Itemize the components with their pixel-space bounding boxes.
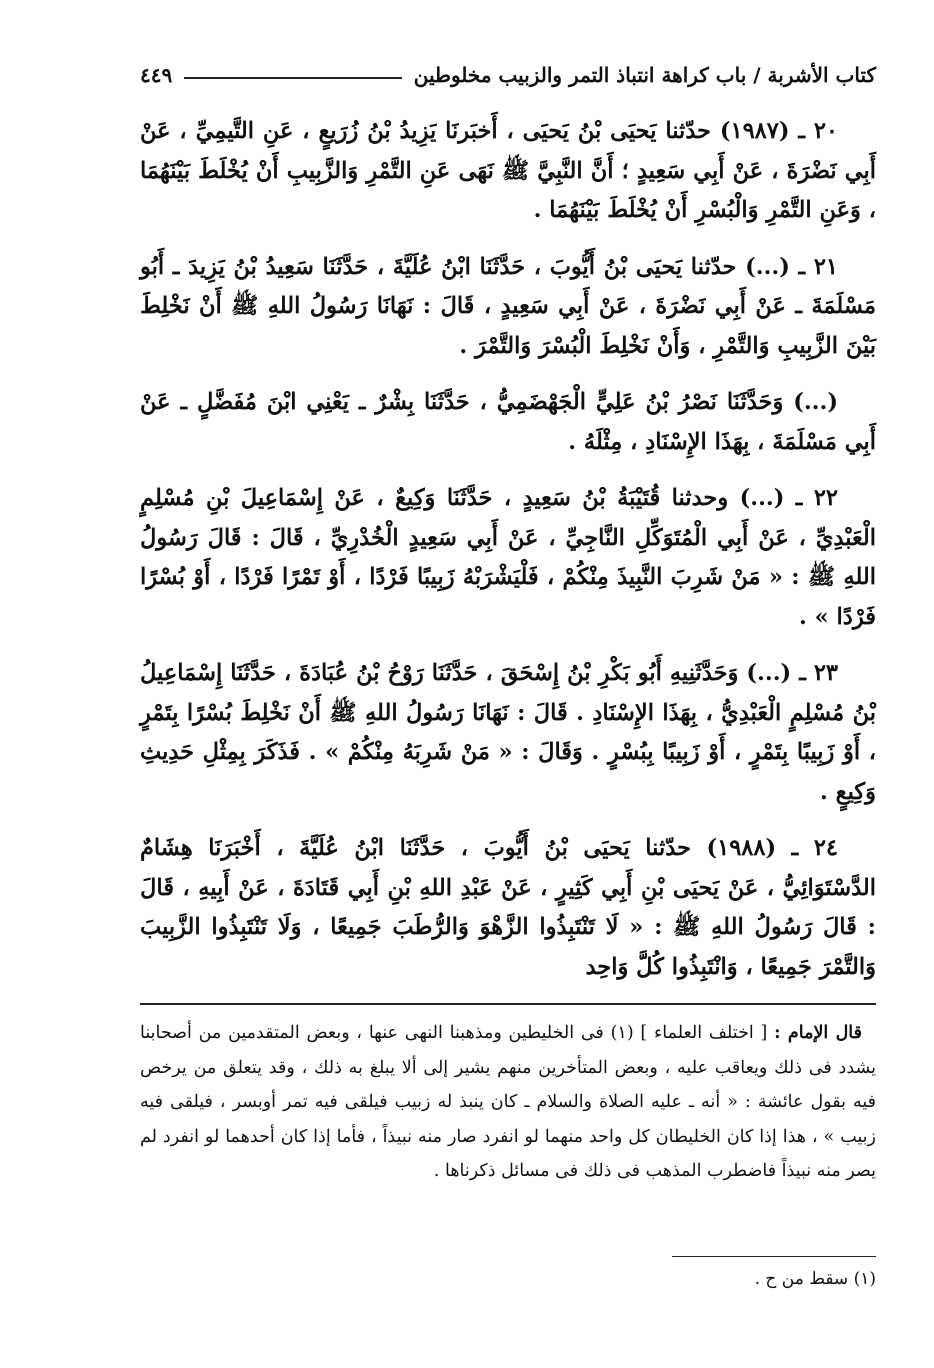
header-rule [184,77,402,79]
hadith-20: ٢٠ ـ (١٩٨٧) حدّثنا يَحيَى بْنُ يَحيَى ، أَخبَرنَا يَزِيدُ بْنُ زُرَيعٍ ، عَنِ التَّيمِيِّ ، عَنْ أَبِي نَضْرَةَ ، عَنْ أَبِي سَعِيدٍ ؛ أَنَّ النَّبِيَّ ﷺ نَهَى عَنِ التَّمْرِ وَالزَّبِيبِ أَنْ يُخْلَطَ بَيْنَهُمَا ، وَعَنِ التَّمْرِ وَالْبُسْرِ أَنْ يُخْلَطَ بَيْنَهُمَا . [140,118,876,223]
commentary-paragraph [140,1016,876,1189]
running-header [140,58,876,92]
section-divider [140,1003,876,1005]
hadith-22: ٢٢ ـ (...) وحدثنا قُتَيْبَةُ بْنُ سَعِيدٍ ، حَدَّثَنَا وَكِيعٌ ، عَنْ إِسْمَاعِيلَ بْنِ مُسْلِمٍ الْعَبْدِيِّ ، عَنْ أَبِي الْمُتَوَكِّلِ النَّاجِيِّ ، عَنْ أَبِي سَعِيدٍ الْخُدْرِيِّ ، قَالَ : قَالَ رَسُولُ اللهِ ﷺ : « مَنْ شَرِبَ النَّبِيذَ مِنْكُمْ ، فَلْيَشْرَبْهُ زَبِيبًا فَرْدًا ، أَوْ تَمْرًا فَرْدًا ، أَوْ بُسْرًا فَرْدًا » . [140,485,876,630]
footnote-divider [672,1256,876,1257]
hadith-21-variant: (...) وَحَدَّثَنَا نَصْرُ بْنُ عَلِيٍّ الْجَهْضَمِيُّ ، حَدَّثَنَا بِشْرٌ ـ يَعْنِي ابْنَ مُفَضَّلٍ ـ عَنْ أَبِي مَسْلَمَةَ ، بِهَذَا الإِسْنَادِ ، مِثْلَهُ . [140,389,876,455]
hadith-21: ٢١ ـ (...) حدّثنا يَحيَى بْنُ أَيُّوبَ ، حَدَّثَنَا ابْنُ عُلَيَّةَ ، حَدَّثَنَا سَعِيدُ بْنُ يَزِيدَ ـ أَبُو مَسْلَمَةَ ـ عَنْ أَبِي نَضْرَةَ ، عَنْ أَبِي سَعِيدٍ ، قَالَ : نَهَانَا رَسُولُ اللهِ ﷺ أَنْ نَخْلِطَ بَيْنَ الزَّبِيبِ وَالتَّمْرِ ، وَأَنْ نَخْلِطَ الْبُسْرَ وَالتَّمْرَ . [140,253,876,359]
commentary [140,1016,876,1189]
hadith-23: ٢٣ ـ (...) وَحَدَّثَنِيهِ أَبُو بَكْرِ بْنُ إِسْحَقَ ، حَدَّثَنَا رَوْحُ بْنُ عُبَادَةَ ، حَدَّثَنَا إِسْمَاعِيلُ بْنُ مُسْلِمٍ الْعَبْدِيُّ ، بِهَذَا الإِسْنَادِ . قَالَ : نَهَانَا رَسُولُ اللهِ ﷺ أَنْ نَخْلِطَ بُسْرًا بِتَمْرٍ ، أَوْ زَبِيبًا بِتَمْرٍ ، أَوْ زَبِيبًا بِبُسْرٍ . وَقَالَ : « مَنْ شَرِبَهُ مِنْكُمْ » . فَذَكَرَ بِمِثْلِ حَدِيثِ وَكِيعٍ . [140,660,876,805]
commentary-text: [ اختلف العلماء ] (١) فى الخليطين ومذهبنا النهى عنها ، وبعض المتقدمين من أصحابنا يشدد فى ذلك ويعاقب عليه ، وبعض المتأخرين منهم يشير إلى ألا يبلغ به ذلك ، وقد يتعلق من يرخص فيه بقول عائشة : « أنه ـ عليه الصلاة والسلام ـ كان ينبذ له زبيب فيلقى فيه تمر أوبسر ، فيلقى فيه زبيب » ، هذا إذا كان الخليطان كل واحد منهما لو انفرد صار منه نبيذاً ، فأما إذا كان أحدهما لو انفرد لم يصر منه نبيذاً فاضطرب المذهب فى ذلك فى مسائل ذكرناها . [140,1023,876,1181]
commentary-lead: قال الإمام : [774,1023,863,1043]
header-title: كتاب الأشربة / باب كراهة انتباذ التمر والزبيب مخلوطين [413,63,876,87]
page-number: ٤٤٩ [140,63,173,87]
hadith-24: ٢٤ ـ (١٩٨٨) حدّثنا يَحيَى بْنُ أَيُّوبَ ، حَدَّثَنَا ابْنُ عُلَيَّةَ ، أَخْبَرَنَا هِشَامٌ الدَّسْتَوَائِيُّ ، عَنْ يَحيَى بْنِ أَبِي كَثِيرٍ ، عَنْ عَبْدِ اللهِ بْنِ أَبِي قَتَادَةَ ، عَنْ أَبِيهِ ، قَالَ : قَالَ رَسُولُ اللهِ ﷺ : « لَا تَنْتَبِذُوا الزَّهْوَ وَالرُّطَبَ جَمِيعًا ، وَلَا تَنْتَبِذُوا الزَّبِيبَ وَالتَّمْرَ جَمِيعًا ، وَانْتَبِذُوا كُلَّ وَاحِد [140,835,876,980]
footnote: (١) سقط من ح . [754,1269,876,1289]
hadith-text [140,112,876,1004]
